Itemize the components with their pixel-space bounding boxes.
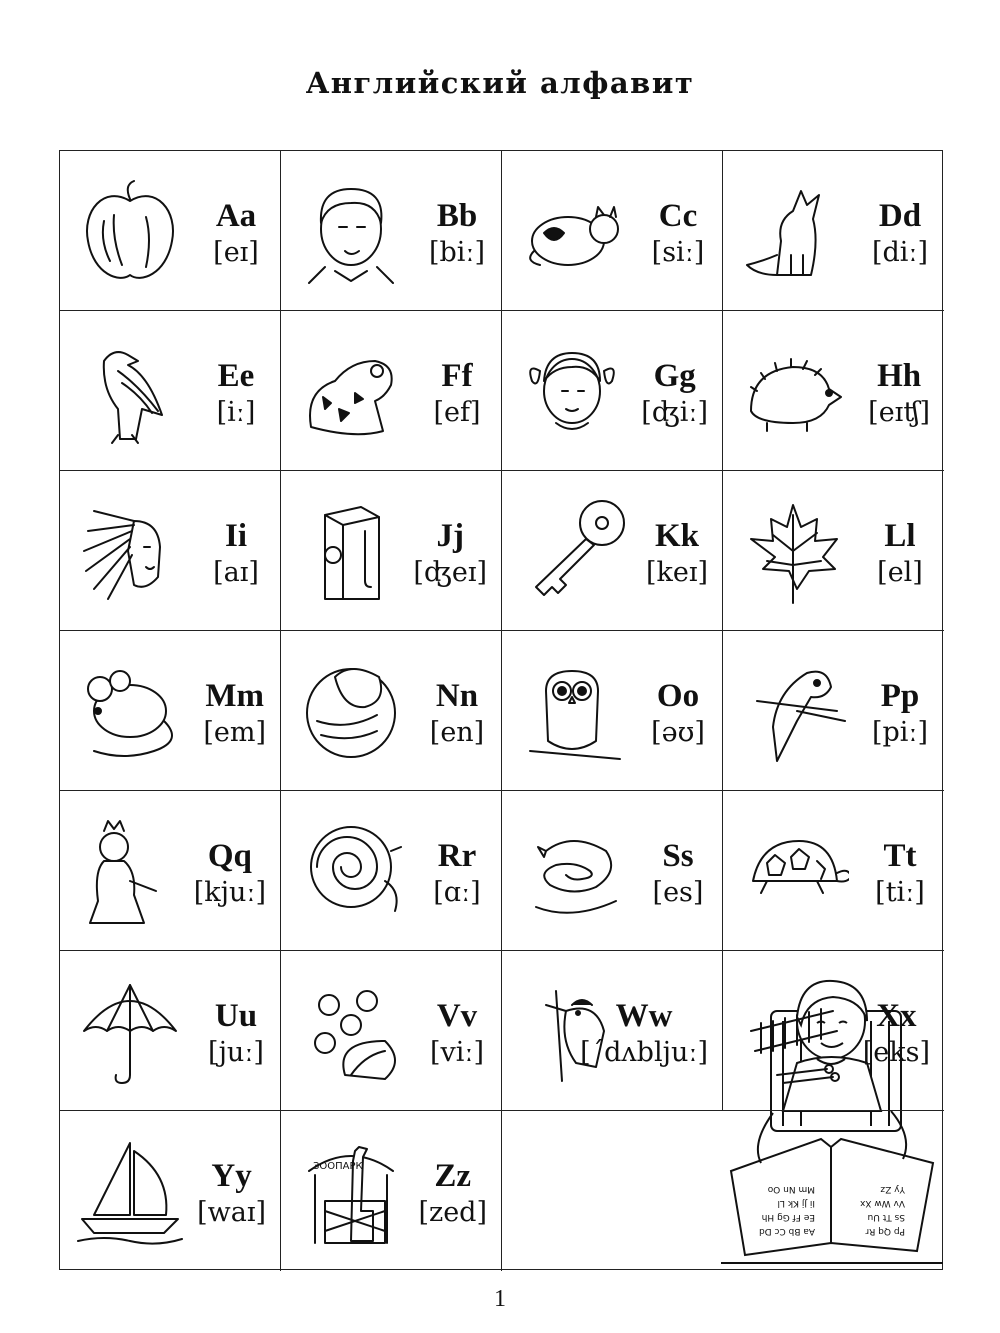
transcription-text: [ef] bbox=[433, 397, 481, 428]
letter-label bbox=[197, 1157, 266, 1231]
girl-icon bbox=[516, 331, 628, 449]
letter-label bbox=[206, 517, 266, 591]
umbrella-icon bbox=[74, 971, 186, 1089]
letter-cell-r bbox=[281, 791, 502, 951]
transcription-text: [ɑː] bbox=[433, 877, 481, 908]
letter-cell-u bbox=[60, 951, 281, 1111]
key-icon bbox=[516, 491, 628, 609]
letter-text: Ee bbox=[217, 358, 255, 394]
letter-text: Mm bbox=[205, 678, 264, 714]
letter-label bbox=[427, 197, 487, 271]
transcription-text: [ˊdʌbljuː] bbox=[580, 1037, 708, 1068]
nut-icon bbox=[295, 651, 407, 769]
letter-cell-c bbox=[502, 151, 723, 311]
book-line: Ii Jj Kk Ll bbox=[777, 1198, 815, 1208]
transcription-text: [diː] bbox=[871, 237, 929, 268]
hedgehog-icon bbox=[737, 331, 849, 449]
leaf-icon bbox=[737, 491, 849, 609]
transcription-text: [biː] bbox=[428, 237, 486, 268]
transcription-text: [en] bbox=[429, 717, 485, 748]
letter-text: Yy bbox=[211, 1158, 252, 1194]
letter-cell-v bbox=[281, 951, 502, 1111]
letter-label bbox=[206, 997, 266, 1071]
letter-cell-t bbox=[723, 791, 944, 951]
transcription-text: [tiː] bbox=[875, 877, 925, 908]
letter-cell-p bbox=[723, 631, 944, 791]
letter-label bbox=[646, 517, 708, 591]
letter-text: Ll bbox=[884, 518, 916, 554]
letter-label bbox=[863, 997, 930, 1071]
letter-cell-i bbox=[60, 471, 281, 631]
transcription-text: [piː] bbox=[871, 717, 929, 748]
book-line: Yy Zz bbox=[880, 1184, 905, 1194]
letter-label bbox=[870, 197, 930, 271]
owl-icon bbox=[516, 651, 628, 769]
page-title: Английский алфавит bbox=[305, 66, 695, 100]
book-line: Vv Ww Xx bbox=[860, 1198, 905, 1208]
letter-cell-l bbox=[723, 471, 944, 631]
transcription-text: [viː] bbox=[429, 1037, 485, 1068]
letter-cell-g bbox=[502, 311, 723, 471]
transcription-text: [zed] bbox=[418, 1197, 487, 1228]
letter-label bbox=[648, 197, 708, 271]
letter-text: Vv bbox=[436, 998, 478, 1034]
book-line: Ss Tt Uu bbox=[867, 1212, 905, 1222]
letter-text: Jj bbox=[436, 518, 464, 554]
letter-text: Uu bbox=[214, 998, 258, 1034]
letter-label bbox=[648, 837, 708, 911]
letter-text: Qq bbox=[207, 838, 252, 874]
letter-cell-x bbox=[723, 951, 944, 1111]
letter-label bbox=[641, 357, 708, 431]
letter-text: Bb bbox=[436, 198, 478, 234]
rose-icon bbox=[295, 811, 407, 929]
letter-label bbox=[427, 997, 487, 1071]
transcription-text: [keɪ] bbox=[645, 557, 708, 588]
transcription-text: [eɪʧ] bbox=[868, 397, 930, 428]
juice-box-icon bbox=[295, 491, 407, 609]
letter-cell-b bbox=[281, 151, 502, 311]
apple-icon bbox=[74, 171, 186, 289]
transcription-text: [ʤeɪ] bbox=[413, 557, 487, 588]
letter-text: Hh bbox=[877, 358, 922, 394]
letter-cell-s bbox=[502, 791, 723, 951]
letter-cell-f bbox=[281, 311, 502, 471]
yacht-icon bbox=[74, 1131, 186, 1249]
transcription-text: [iː] bbox=[216, 397, 256, 428]
xylophone-icon bbox=[737, 971, 849, 1089]
letter-cell-w bbox=[502, 951, 723, 1111]
letter-label bbox=[418, 1157, 487, 1231]
letter-cell-q bbox=[60, 791, 281, 951]
cat-icon bbox=[516, 171, 628, 289]
letter-text: Gg bbox=[653, 358, 696, 394]
letter-label bbox=[413, 517, 487, 591]
transcription-text: [waɪ] bbox=[197, 1197, 266, 1228]
transcription-text: [eks] bbox=[862, 1037, 930, 1068]
book-line: Mm Nn Oo bbox=[767, 1184, 815, 1194]
letter-label bbox=[427, 677, 487, 751]
letter-label bbox=[580, 997, 708, 1071]
wolf-icon bbox=[737, 171, 849, 289]
letter-text: Nn bbox=[435, 678, 479, 714]
letter-label bbox=[868, 357, 930, 431]
letter-cell-d bbox=[723, 151, 944, 311]
letter-cell-k bbox=[502, 471, 723, 631]
transcription-text: [siː] bbox=[651, 237, 705, 268]
letter-text: Cc bbox=[658, 198, 698, 234]
transcription-text: [ʤiː] bbox=[641, 397, 708, 428]
letter-cell-n bbox=[281, 631, 502, 791]
letter-label bbox=[870, 677, 930, 751]
letter-text: Rr bbox=[437, 838, 477, 874]
letter-text: Pp bbox=[880, 678, 920, 714]
letter-text: Dd bbox=[878, 198, 922, 234]
letter-text: Kk bbox=[654, 518, 699, 554]
transcription-text: [juː] bbox=[208, 1037, 264, 1068]
queen-icon bbox=[74, 811, 186, 929]
letter-cell-m bbox=[60, 631, 281, 791]
zoo-giraffe-icon bbox=[295, 1131, 407, 1249]
letter-label bbox=[870, 837, 930, 911]
alphabet-grid bbox=[59, 150, 943, 1270]
letter-label bbox=[648, 677, 708, 751]
letter-text: Ss bbox=[662, 838, 694, 874]
letter-text: Aa bbox=[215, 198, 257, 234]
letter-cell-h bbox=[723, 311, 944, 471]
letter-cell-y bbox=[60, 1111, 281, 1271]
snake-icon bbox=[516, 811, 628, 929]
letter-cell-o bbox=[502, 631, 723, 791]
letter-cell-a bbox=[60, 151, 281, 311]
letter-text: Ww bbox=[615, 998, 673, 1034]
letter-text: Tt bbox=[883, 838, 917, 874]
transcription-text: [kjuː] bbox=[193, 877, 266, 908]
book-line: Ee Ff Gg Hh bbox=[761, 1212, 815, 1222]
letter-text: Zz bbox=[434, 1158, 472, 1194]
violets-icon bbox=[295, 971, 407, 1089]
book-line: Pp Qq Rr bbox=[865, 1226, 905, 1236]
parrot-icon bbox=[737, 651, 849, 769]
mouse-icon bbox=[74, 651, 186, 769]
letter-cell-j bbox=[281, 471, 502, 631]
letter-label bbox=[203, 677, 266, 751]
svg-text:ЗООПАРК: ЗООПАРК bbox=[313, 1161, 363, 1172]
letter-text: Ff bbox=[441, 358, 473, 394]
boy-icon bbox=[295, 171, 407, 289]
indian-chief-icon bbox=[74, 491, 186, 609]
letter-label bbox=[427, 837, 487, 911]
transcription-text: [aɪ] bbox=[213, 557, 259, 588]
letter-text: Ii bbox=[224, 518, 247, 554]
transcription-text: [əʊ] bbox=[651, 717, 705, 748]
transcription-text: [el] bbox=[877, 557, 923, 588]
transcription-text: [es] bbox=[652, 877, 704, 908]
transcription-text: [em] bbox=[203, 717, 266, 748]
letter-cell-e bbox=[60, 311, 281, 471]
letter-text: Xx bbox=[876, 998, 917, 1034]
frog-icon bbox=[295, 331, 407, 449]
letter-text: Oo bbox=[656, 678, 700, 714]
eagle-icon bbox=[74, 331, 186, 449]
letter-label bbox=[194, 837, 266, 911]
page-number: 1 bbox=[494, 1286, 506, 1312]
transcription-text: [eɪ] bbox=[213, 237, 259, 268]
turtle-icon bbox=[737, 811, 849, 929]
letter-label bbox=[870, 517, 930, 591]
letter-label bbox=[206, 197, 266, 271]
letter-label bbox=[206, 357, 266, 431]
letter-label bbox=[427, 357, 487, 431]
letter-cell-z bbox=[281, 1111, 502, 1271]
book-line: Aa Bb Cc Dd bbox=[758, 1226, 815, 1236]
